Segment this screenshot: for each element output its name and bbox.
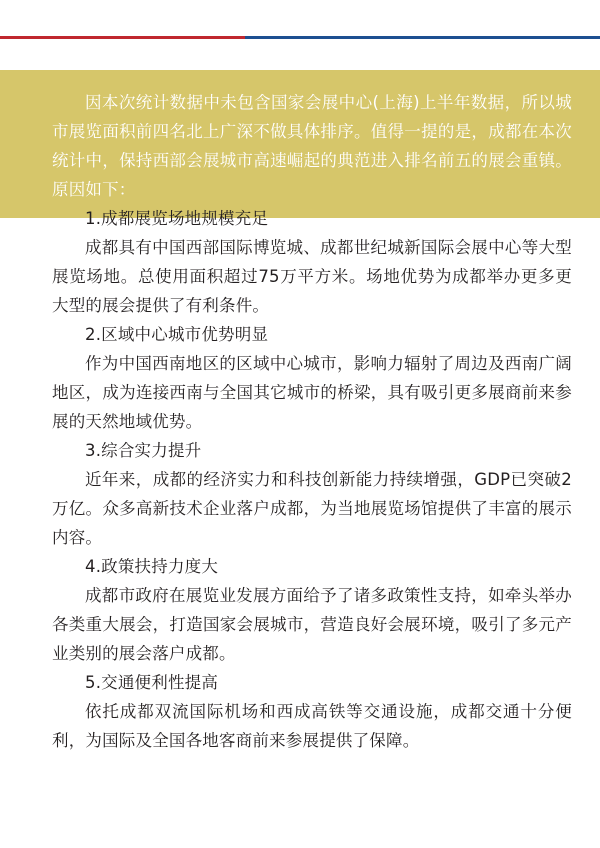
article-body [52,88,572,755]
section-body-transport: 依托成都双流国际机场和西成高铁等交通设施，成都交通十分便利，为国际及全国各地客商前来参展提供了保障。 [52,702,572,750]
section-heading-overall-strength: 3.综合实力提升 [85,441,202,460]
section-heading-transport: 5.交通便利性提高 [85,673,219,692]
section-body-policy-support: 成都市政府在展览业发展方面给予了诸多政策性支持，如牵头举办各类重大展会，打造国家会展城市，营造良好会展环境，吸引了多元产业类别的展会落户成都。 [52,586,572,663]
section-heading-regional-center: 2.区域中心城市优势明显 [85,325,269,344]
section-heading-policy-support: 4.政策扶持力度大 [85,557,219,576]
section-body-venue-scale: 成都具有中国西部国际博览城、成都世纪城新国际会展中心等大型展览场地。总使用面积超过75万平方米。场地优势为成都举办更多更大型的展会提供了有利条件。 [52,238,572,315]
header-rule-blue [245,36,600,39]
header-rule-red [0,36,245,39]
section-heading-venue-scale: 1.成都展览场地规模充足 [85,209,269,228]
header-rule [0,36,600,39]
intro-paragraph: 因本次统计数据中未包含国家会展中心(上海)上半年数据，所以城市展览面积前四名北上广深不做具体排序。值得一提的是，成都在本次统计中，保持西部会展城市高速崛起的典范进入排名前五的展会重镇。原因如下： [52,93,572,199]
section-body-overall-strength: 近年来，成都的经济实力和科技创新能力持续增强，GDP已突破2万亿。众多高新技术企业落户成都，为当地展览场馆提供了丰富的展示内容。 [52,470,572,547]
section-body-regional-center: 作为中国西南地区的区域中心城市，影响力辐射了周边及西南广阔地区，成为连接西南与全国其它城市的桥梁，具有吸引更多展商前来参展的天然地域优势。 [52,354,572,431]
